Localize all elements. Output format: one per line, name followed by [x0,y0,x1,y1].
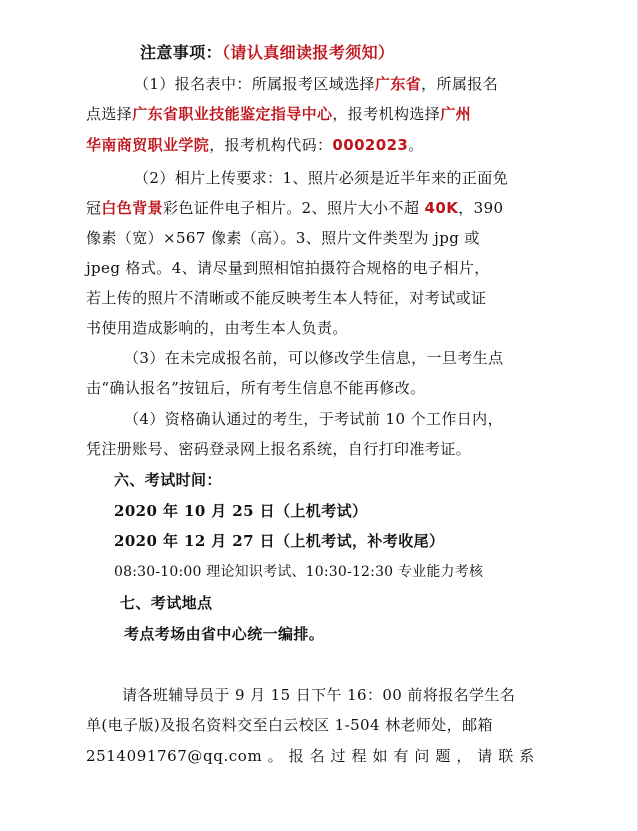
item4-line1: （4）资格确认通过的考生，于考试前 10 个工作日内， [124,410,503,428]
item1-city: 广州 [440,105,472,123]
item1-region: 广东省 [374,75,422,93]
section6-heading: 六、考试时间： [114,471,222,489]
section7-heading: 七、考试地点 [120,594,213,612]
item2-line6: 书使用造成影响的，由考生本人负责。 [86,319,348,337]
closing-line2: 单(电子版)及报名资料交至白云校区 1-504 林老师处，邮箱 [86,716,493,734]
item1-center: 广东省职业技能鉴定指导中心 [132,105,333,123]
exam-date-1: 2020 年 10 月 25 日（上机考试） [114,502,368,520]
item2-l2-text-b: 彩色证件电子相片。2、照片大小不超 [163,199,425,217]
exam-location: 考点考场由省中心统一编排。 [124,625,325,643]
closing-line3: 2514091767@qq.com 。 报 名 过 程 如 有 问 题 ， 请 联 系 [86,747,535,765]
item3-line1: （3）在未完成报名前，可以修改学生信息，一旦考生点 [124,349,504,367]
item2-l2-text-c: ，390 [458,199,504,217]
notice-heading [140,43,394,63]
item2-background: 白色背景 [101,199,164,217]
item2-line3: 像素（宽）×567 像素（高）。3、照片文件类型为 jpg 或 [86,229,480,247]
item1-code: 0002023 [332,136,409,154]
closing-line1: 请各班辅导员于 9 月 15 日下午 16：00 前将报名学生名 [122,686,516,704]
item2-size-limit: 40K [424,199,459,217]
item2-l2-text-a: 冠 [86,199,102,217]
exam-schedule: 08:30-10:00 理论知识考试、10:30-12:30 专业能力考核 [114,564,484,580]
item1-l2-text-a: 点选择 [86,105,133,123]
item2-line2 [86,198,503,218]
item4-line2: 凭注册账号、密码登录网上报名系统，自行打印准考证。 [86,440,472,458]
item3-line2: 击“确认报名”按钮后，所有考生信息不能再修改。 [86,379,426,397]
item1-line1 [134,74,498,94]
notice-title-red: （请认真细读报考须知） [222,43,395,62]
item1-line2 [86,104,471,124]
item1-text-b: ，所属报名 [421,75,499,93]
notice-title: 注意事项： [140,43,223,62]
item1-l3-text: ，报考机构代码： [209,136,333,154]
item1-l3-end: 。 [408,136,424,154]
item2-line4: jpeg 格式。4、请尽量到照相馆拍摄符合规格的电子相片， [86,259,490,277]
item1-institution: 华南商贸职业学院 [86,136,210,154]
item2-line5: 若上传的照片不清晰或不能反映考生本人特征，对考试或证 [86,289,487,307]
item1-text-a: （1）报名表中：所属报考区域选择 [134,75,375,93]
item2-line1: （2）相片上传要求：1、照片必须是近半年来的正面免 [134,169,509,187]
item1-l2-text-b: ，报考机构选择 [332,105,441,123]
item1-line3 [86,135,424,155]
exam-date-2: 2020 年 12 月 27 日（上机考试，补考收尾） [114,532,445,550]
